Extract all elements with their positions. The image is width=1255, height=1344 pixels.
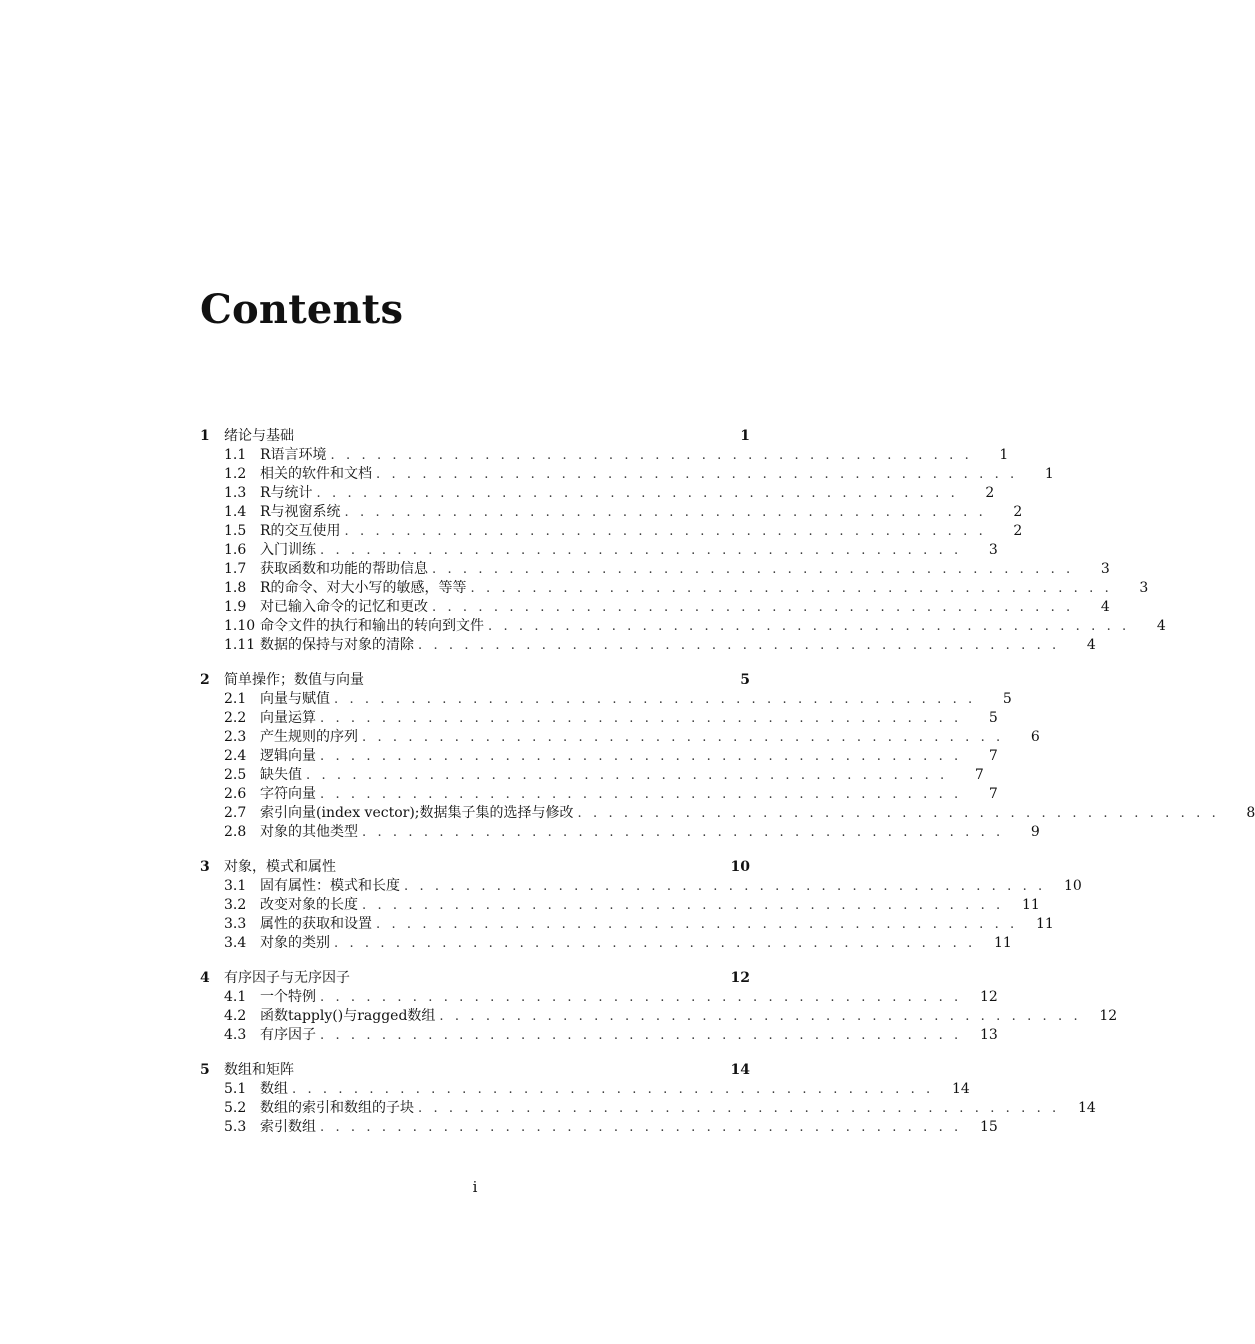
- dot-leader: . . . . . . . . . . . . . . . . . . . . . . . . . . . . . . . . . . . . . . . . . .: [362, 730, 1004, 745]
- toc-section-entry[interactable]: [200, 446, 1009, 465]
- toc-section-entry[interactable]: [200, 1080, 970, 1099]
- section-number: 3.4: [224, 935, 247, 951]
- dot-leader: . . . . . . . . . . . . . . . . . . . . . . . . . . . . . . . . . . . . . . . . . .: [320, 543, 962, 558]
- table-of-contents: [200, 426, 1255, 1152]
- section-page: 2: [985, 485, 995, 501]
- section-title: R与统计: [260, 485, 313, 501]
- page-title: Contents: [200, 286, 404, 333]
- section-title: 相关的软件和文档: [260, 466, 372, 482]
- chapter-page: 10: [730, 859, 750, 875]
- dot-leader: . . . . . . . . . . . . . . . . . . . . . . . . . . . . . . . . . . . . . . . . . .: [344, 524, 987, 539]
- section-page: 12: [979, 989, 998, 1005]
- section-page: 11: [1035, 916, 1054, 932]
- section-page: 3: [988, 542, 998, 558]
- section-number: 1.8: [224, 580, 247, 596]
- toc-chapter-entry[interactable]: [200, 670, 750, 690]
- section-page: 10: [1063, 878, 1082, 894]
- section-page: 2: [1013, 504, 1023, 520]
- section-number: 1.6: [224, 542, 247, 558]
- section-number: 1.4: [224, 504, 247, 520]
- section-title: 缺失值: [260, 767, 302, 783]
- section-page: 4: [1100, 599, 1110, 615]
- dot-leader: . . . . . . . . . . . . . . . . . . . . . . . . . . . . . . . . . . . . . . . . . .: [376, 917, 1018, 932]
- section-page: 6: [1030, 729, 1040, 745]
- section-number: 1.2: [224, 466, 247, 482]
- section-page: 8: [1246, 805, 1255, 821]
- dot-leader: . . . . . . . . . . . . . . . . . . . . . . . . . . . . . . . . . . . . . . . . . .: [320, 990, 962, 1005]
- dot-leader: . . . . . . . . . . . . . . . . . . . . . . . . . . . . . . . . . . . . . . . . . .: [320, 749, 962, 764]
- toc-section-entry[interactable]: [200, 690, 1012, 709]
- section-number: 1.11: [224, 637, 256, 653]
- section-number: 3.1: [224, 878, 247, 894]
- toc-section-entry[interactable]: [200, 1007, 1118, 1026]
- section-title: 有序因子: [260, 1027, 316, 1043]
- section-title: R语言环境: [260, 447, 327, 463]
- dot-leader: . . . . . . . . . . . . . . . . . . . . . . . . . . . . . . . . . . . . . . . . . .: [432, 600, 1074, 615]
- section-page: 9: [1030, 824, 1040, 840]
- section-title: 入门训练: [260, 542, 316, 558]
- dot-leader: . . . . . . . . . . . . . . . . . . . . . . . . . . . . . . . . . . . . . . . . . .: [320, 711, 962, 726]
- dot-leader: . . . . . . . . . . . . . . . . . . . . . . . . . . . . . . . . . . . . . . . . . .: [362, 825, 1004, 840]
- section-title: 索引数组: [260, 1119, 316, 1135]
- page-number: i: [472, 1178, 478, 1196]
- section-title: 属性的获取和设置: [260, 916, 372, 932]
- toc-section-entry[interactable]: [200, 747, 998, 766]
- chapter-number: 5: [200, 1062, 210, 1078]
- section-title: 函数tapply()与ragged数组: [260, 1008, 436, 1024]
- section-title: R的交互使用: [260, 523, 341, 539]
- section-number: 1.5: [224, 523, 247, 539]
- dot-leader: . . . . . . . . . . . . . . . . . . . . . . . . . . . . . . . . . . . . . . . . . .: [439, 1009, 1082, 1024]
- section-page: 14: [951, 1081, 970, 1097]
- dot-leader: . . . . . . . . . . . . . . . . . . . . . . . . . . . . . . . . . . . . . . . . . .: [362, 898, 1004, 913]
- section-page: 7: [974, 767, 984, 783]
- dot-leader: . . . . . . . . . . . . . . . . . . . . . . . . . . . . . . . . . . . . . . . . . .: [320, 1120, 962, 1135]
- toc-section-entry[interactable]: [200, 896, 1040, 915]
- dot-leader: . . . . . . . . . . . . . . . . . . . . . . . . . . . . . . . . . . . . . . . . . .: [376, 467, 1018, 482]
- toc-section-entry[interactable]: [200, 617, 1166, 636]
- section-page: 13: [979, 1027, 998, 1043]
- section-title: 索引向量(index vector);数据集子集的选择与修改: [260, 805, 574, 821]
- toc-chapter-entry[interactable]: [200, 1060, 750, 1080]
- toc-chapter: [200, 857, 1082, 953]
- section-number: 2.5: [224, 767, 247, 783]
- section-number: 2.2: [224, 710, 247, 726]
- dot-leader: . . . . . . . . . . . . . . . . . . . . . . . . . . . . . . . . . . . . . . . . . .: [470, 581, 1113, 596]
- section-page: 5: [1002, 691, 1012, 707]
- chapter-page: 1: [740, 428, 750, 444]
- section-page: 3: [1139, 580, 1149, 596]
- section-page: 1: [1044, 466, 1054, 482]
- section-page: 4: [1156, 618, 1166, 634]
- section-page: 5: [988, 710, 998, 726]
- section-page: 12: [1099, 1008, 1118, 1024]
- toc-chapter: [200, 670, 1255, 842]
- section-page: 3: [1100, 561, 1110, 577]
- section-page: 11: [993, 935, 1012, 951]
- toc-chapter-entry[interactable]: [200, 857, 750, 877]
- section-number: 2.7: [224, 805, 247, 821]
- chapter-page: 12: [730, 970, 750, 986]
- section-number: 4.2: [224, 1008, 247, 1024]
- toc-chapter-entry[interactable]: [200, 968, 750, 988]
- toc-section-entry[interactable]: [200, 823, 1040, 842]
- toc-section-entry[interactable]: [200, 465, 1054, 484]
- dot-leader: . . . . . . . . . . . . . . . . . . . . . . . . . . . . . . . . . . . . . . . . . .: [404, 879, 1046, 894]
- section-title: 固有属性：模式和长度: [260, 878, 400, 894]
- section-number: 4.3: [224, 1027, 247, 1043]
- section-page: 15: [979, 1119, 998, 1135]
- toc-section-entry[interactable]: [200, 560, 1110, 579]
- chapter-number: 1: [200, 428, 210, 444]
- chapter-number: 4: [200, 970, 210, 986]
- dot-leader: . . . . . . . . . . . . . . . . . . . . . . . . . . . . . . . . . . . . . . . . . .: [432, 562, 1074, 577]
- section-number: 2.8: [224, 824, 247, 840]
- dot-leader: . . . . . . . . . . . . . . . . . . . . . . . . . . . . . . . . . . . . . . . . . .: [320, 1028, 962, 1043]
- dot-leader: . . . . . . . . . . . . . . . . . . . . . . . . . . . . . . . . . . . . . . . . . .: [418, 1101, 1060, 1116]
- section-number: 2.3: [224, 729, 247, 745]
- dot-leader: . . . . . . . . . . . . . . . . . . . . . . . . . . . . . . . . . . . . . . . . . .: [418, 638, 1060, 653]
- section-title: 数组的索引和数组的子块: [260, 1100, 414, 1116]
- section-number: 3.2: [224, 897, 247, 913]
- section-page: 7: [988, 748, 998, 764]
- toc-chapter: [200, 1060, 1096, 1137]
- toc-section-entry[interactable]: [200, 728, 1040, 747]
- toc-section-entry[interactable]: [200, 503, 1023, 522]
- toc-section-entry[interactable]: [200, 709, 998, 728]
- section-number: 1.1: [224, 447, 247, 463]
- chapter-page: 5: [740, 672, 750, 688]
- section-title: 改变对象的长度: [260, 897, 358, 913]
- section-title: 数据的保持与对象的清除: [260, 637, 414, 653]
- dot-leader: . . . . . . . . . . . . . . . . . . . . . . . . . . . . . . . . . . . . . . . . . .: [344, 505, 987, 520]
- toc-section-entry[interactable]: [200, 915, 1054, 934]
- toc-section-entry[interactable]: [200, 804, 1255, 823]
- chapter-title: 简单操作；数值与向量: [224, 672, 364, 688]
- toc-chapter-entry[interactable]: [200, 426, 750, 446]
- section-title: 逻辑向量: [260, 748, 316, 764]
- dot-leader: . . . . . . . . . . . . . . . . . . . . . . . . . . . . . . . . . . . . . . . . . .: [306, 768, 948, 783]
- dot-leader: . . . . . . . . . . . . . . . . . . . . . . . . . . . . . . . . . . . . . . . . . .: [334, 692, 976, 707]
- dot-leader: . . . . . . . . . . . . . . . . . . . . . . . . . . . . . . . . . . . . . . . . . .: [330, 448, 973, 463]
- toc-section-entry[interactable]: [200, 1099, 1096, 1118]
- chapter-title: 绪论与基础: [224, 428, 294, 444]
- chapter-number: 2: [200, 672, 210, 688]
- toc-section-entry[interactable]: [200, 598, 1110, 617]
- dot-leader: . . . . . . . . . . . . . . . . . . . . . . . . . . . . . . . . . . . . . . . . . .: [577, 806, 1220, 821]
- toc-section-entry[interactable]: [200, 934, 1012, 953]
- section-number: 1.10: [224, 618, 256, 634]
- section-number: 3.3: [224, 916, 247, 932]
- section-number: 5.3: [224, 1119, 247, 1135]
- section-title: 字符向量: [260, 786, 316, 802]
- section-number: 4.1: [224, 989, 247, 1005]
- dot-leader: . . . . . . . . . . . . . . . . . . . . . . . . . . . . . . . . . . . . . . . . . .: [316, 486, 959, 501]
- dot-leader: . . . . . . . . . . . . . . . . . . . . . . . . . . . . . . . . . . . . . . . . . .: [334, 936, 976, 951]
- section-page: 11: [1021, 897, 1040, 913]
- chapter-title: 对象，模式和属性: [224, 859, 336, 875]
- dot-leader: . . . . . . . . . . . . . . . . . . . . . . . . . . . . . . . . . . . . . . . . . .: [292, 1082, 934, 1097]
- toc-chapter: [200, 426, 1166, 655]
- section-title: 产生规则的序列: [260, 729, 358, 745]
- toc-section-entry[interactable]: [200, 636, 1096, 655]
- section-title: 数组: [260, 1081, 288, 1097]
- chapter-title: 数组和矩阵: [224, 1062, 294, 1078]
- section-number: 2.4: [224, 748, 247, 764]
- section-number: 1.9: [224, 599, 247, 615]
- toc-section-entry[interactable]: [200, 785, 998, 804]
- section-page: 4: [1086, 637, 1096, 653]
- section-number: 5.2: [224, 1100, 247, 1116]
- chapter-title: 有序因子与无序因子: [224, 970, 350, 986]
- toc-section-entry[interactable]: [200, 522, 1023, 541]
- section-title: 向量与赋值: [260, 691, 330, 707]
- section-title: R与视窗系统: [260, 504, 341, 520]
- dot-leader: . . . . . . . . . . . . . . . . . . . . . . . . . . . . . . . . . . . . . . . . . .: [488, 619, 1130, 634]
- dot-leader: . . . . . . . . . . . . . . . . . . . . . . . . . . . . . . . . . . . . . . . . . .: [320, 787, 962, 802]
- section-page: 2: [1013, 523, 1023, 539]
- chapter-number: 3: [200, 859, 210, 875]
- toc-section-entry[interactable]: [200, 484, 995, 503]
- toc-chapter: [200, 968, 1118, 1045]
- section-page: 1: [999, 447, 1009, 463]
- toc-section-entry[interactable]: [200, 1026, 998, 1045]
- section-title: 向量运算: [260, 710, 316, 726]
- section-number: 2.1: [224, 691, 247, 707]
- section-number: 2.6: [224, 786, 247, 802]
- section-title: 一个特例: [260, 989, 316, 1005]
- section-number: 1.7: [224, 561, 247, 577]
- toc-section-entry[interactable]: [200, 579, 1149, 598]
- toc-section-entry[interactable]: [200, 988, 998, 1007]
- section-title: R的命令、对大小写的敏感，等等: [260, 580, 467, 596]
- toc-section-entry[interactable]: [200, 766, 984, 785]
- chapter-page: 14: [730, 1062, 750, 1078]
- section-title: 对象的类别: [260, 935, 330, 951]
- section-page: 14: [1077, 1100, 1096, 1116]
- toc-section-entry[interactable]: [200, 877, 1082, 896]
- section-number: 1.3: [224, 485, 247, 501]
- section-title: 对象的其他类型: [260, 824, 358, 840]
- section-page: 7: [988, 786, 998, 802]
- section-title: 命令文件的执行和输出的转向到文件: [260, 618, 484, 634]
- section-number: 5.1: [224, 1081, 247, 1097]
- toc-section-entry[interactable]: [200, 1118, 998, 1137]
- section-title: 对已输入命令的记忆和更改: [260, 599, 428, 615]
- section-title: 获取函数和功能的帮助信息: [260, 561, 428, 577]
- toc-section-entry[interactable]: [200, 541, 998, 560]
